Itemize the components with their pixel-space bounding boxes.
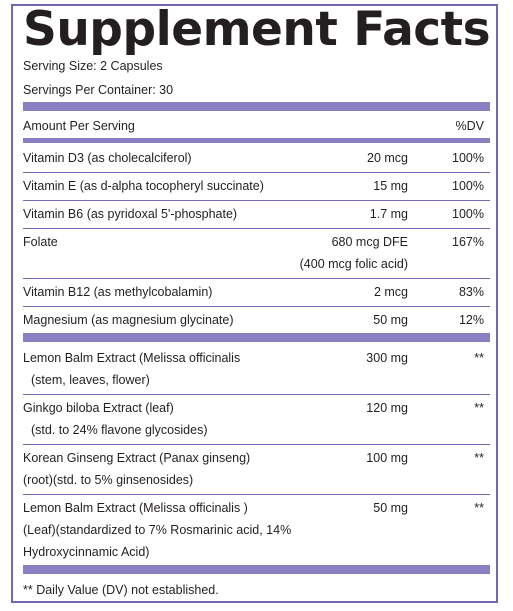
ingredient-name: Korean Ginseng Extract (Panax ginseng): [23, 451, 251, 465]
ingredient-name: Ginkgo biloba Extract (leaf): [23, 401, 174, 415]
nutrient-name: Folate: [23, 235, 58, 249]
row-divider: [23, 494, 490, 495]
ingredient-detail: Hydroxycinnamic Acid): [23, 545, 150, 559]
row-divider: [23, 200, 490, 201]
supplement-facts-panel: [11, 4, 498, 603]
row-divider: [23, 172, 490, 173]
nutrient-amount: 2 mcg: [373, 285, 408, 299]
ingredient-dv: **: [474, 451, 484, 465]
nutrient-dv: 100%: [452, 179, 484, 193]
nutrient-dv: 12%: [458, 313, 484, 327]
row-divider: [23, 394, 490, 395]
ingredient-amount: 120 mg: [366, 401, 408, 415]
dv-header: %DV: [455, 119, 484, 133]
ingredient-amount: 50 mg: [373, 501, 408, 515]
nutrient-amount: 680 mcg DFE: [331, 235, 408, 249]
row-divider: [23, 306, 490, 307]
ingredient-detail: (Leaf)(standardized to 7% Rosmarinic acid, 14%: [23, 523, 292, 537]
nutrient-amount: 20 mcg: [367, 151, 408, 165]
serving-size: Serving Size: 2 Capsules: [23, 59, 163, 73]
ingredient-dv: **: [474, 351, 484, 365]
ingredient-detail: (root)(std. to 5% ginsenosides): [23, 473, 194, 487]
thick-divider-top: [23, 102, 490, 111]
amount-per-serving-header: Amount Per Serving: [23, 119, 135, 133]
nutrient-amount-detail: (400 mcg folic acid): [299, 257, 408, 271]
medium-divider: [23, 138, 490, 143]
ingredient-dv: **: [474, 501, 484, 515]
nutrient-dv: 100%: [452, 151, 484, 165]
nutrient-name: Vitamin E (as d-alpha tocopheryl succinate): [23, 179, 264, 193]
panel-title: Supplement Facts: [23, 2, 491, 57]
ingredient-amount: 100 mg: [366, 451, 408, 465]
thick-divider-bottom: [23, 565, 490, 574]
footnote: ** Daily Value (DV) not established.: [23, 583, 219, 597]
nutrient-amount: 50 mg: [373, 313, 408, 327]
nutrient-amount: 1.7 mg: [369, 207, 408, 221]
row-divider: [23, 278, 490, 279]
nutrient-dv: 100%: [452, 207, 484, 221]
ingredient-dv: **: [474, 401, 484, 415]
nutrient-amount: 15 mg: [373, 179, 408, 193]
nutrient-name: Vitamin D3 (as cholecalciferol): [23, 151, 192, 165]
nutrient-dv: 167%: [452, 235, 484, 249]
ingredient-detail: (std. to 24% flavone glycosides): [31, 423, 208, 437]
ingredient-name: Lemon Balm Extract (Melissa officinalis: [23, 351, 241, 365]
ingredient-name: Lemon Balm Extract (Melissa officinalis ): [23, 501, 248, 515]
nutrient-name: Vitamin B12 (as methylcobalamin): [23, 285, 213, 299]
ingredient-detail: (stem, leaves, flower): [31, 373, 150, 387]
row-divider: [23, 444, 490, 445]
row-divider: [23, 228, 490, 229]
ingredient-amount: 300 mg: [366, 351, 408, 365]
nutrient-dv: 83%: [458, 285, 484, 299]
thick-divider-middle: [23, 333, 490, 342]
servings-per-container: Servings Per Container: 30: [23, 83, 174, 97]
nutrient-name: Vitamin B6 (as pyridoxal 5'-phosphate): [23, 207, 238, 221]
nutrient-name: Magnesium (as magnesium glycinate): [23, 313, 234, 327]
